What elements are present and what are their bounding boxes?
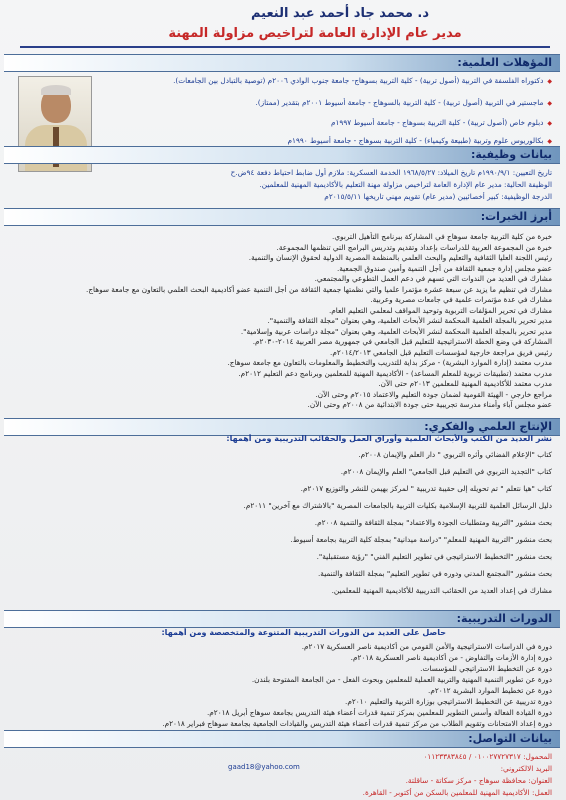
list-item: خبرة من المجموعة العربية للدراسات بإعداد وتقديم وتدريس البرامج التي تنظمها المجموعة.	[276, 242, 552, 252]
list-item: عضو مجلس إدارة جمعية الثقافة من أجل التنمية وأمين صندوق الجمعية.	[336, 263, 552, 273]
contact-heading: بيانات التواصل:	[468, 732, 552, 745]
list-item: بحث منشور "المجتمع المدني ودوره في تطوير التعليم" بمجلة الثقافة والتنمية.	[317, 569, 552, 578]
list-item: دورة عن تخطيط الموارد البشرية ٢٠١٢م.	[428, 686, 552, 695]
qualification-item: ◆ ماجستير في التربية (أصول تربية) - كلية التربية بالسوهاج - جامعة أسيوط ٢٠٠١م بتقدير (ممتاز).	[112, 98, 552, 108]
list-item: دورة في الدراسات الاستراتيجية والأمن القومي من أكاديمية ناصر العسكرية ٢٠١٧م.	[301, 642, 552, 651]
list-item: مدرب معتمد للأكاديمية المهنية للمعلمين ٢٠١٣م حتى الآن.	[378, 379, 552, 388]
contact-work: العمل: الأكاديمية المهنية للمعلمين بالسكن من أكتوبر - القاهرة.	[362, 788, 552, 797]
list-item: مراجع خارجي - الهيئة القومية لضمان جودة التعليم والاعتماد ٢٠١٥م وحتى الآن.	[315, 389, 552, 399]
career-item: تاريخ التعيين: ١٩٩٠/٩/١م تاريخ الميلاد: ١٩٦٨/٥/٢٧ الخدمة العسكرية: ملازم أول ضابط احتياط دفعة ٩٤ض.ح	[230, 168, 552, 177]
list-item: كتاب "هيا نتعلم " تم تحويله إلى حقيبة تدريبية " لمركز بهيمن للنشر والتوزيع ٢٠١٧م.	[300, 484, 552, 493]
research-subtitle: نشر العديد من الكتب والأبحاث العلمية وأوراق العمل والحقائب التدريبية ومن أهمها:	[226, 434, 552, 443]
list-item: دورة القيادة الفعالة وأسس التطوير للمعلمين بمركز تنمية قدرات أعضاء هيئة التدريس بجامعة سوهاج أبريل ٢٠١٨م.	[206, 708, 552, 717]
contact-email[interactable]: gaad18@yahoo.com	[228, 763, 300, 771]
career-item: الوظيفة الحالية: مدير عام الإدارة العامة لتراخيص مزاولة مهنة التعليم بالأكاديمية المهنية للمعلمين.	[259, 180, 552, 189]
list-item: مشارك في تنظيم ما يزيد عن سبعة عشرة مؤتمرا علميا والتي نظمتها جمعية الثقافة من أجل التنمية عضو أكاديمية البحث العلمي بالتعاون مع جامعة سوهاج.	[86, 284, 552, 294]
list-item: بحث منشور "التخطيط الاستراتيجي في تطوير التعليم الفني" "رؤية مستقبلية".	[316, 552, 552, 561]
career-item: الدرجة الوظيفية: كبير أخصائيين (مدير عام) تقويم مهني تاريخها ٢٠١٥/٥/١١م	[324, 192, 552, 201]
list-item: بحث منشور "التربية المهنية للمعلم" "دراسة ميدانية" بمجلة كلية التربية بجامعة أسيوط.	[290, 535, 552, 544]
research-heading: الإنتاج العلمي والفكري:	[424, 420, 552, 433]
list-item: مدير تحرير بالمجلة العلمية المحكمة لنشر الأبحاث العلمية، وهي بعنوان "مجلة الثقافة والتنمية".	[267, 316, 552, 325]
list-item: دورة إعداد الامتحانات وتقويم الطلاب من مركز تنمية قدرات أعضاء هيئة التدريس والقيادات الجامعية بجامعة سوهاج فبراير ٢٠١٨م.	[162, 719, 552, 728]
contact-email-label: البريد الالكتروني:	[500, 764, 552, 773]
qualification-item: ◆ بكالوريوس علوم وتربية (طبيعة وكيمياء) - كلية التربية بسوهاج - جامعة أسيوط ١٩٩٠م	[112, 136, 552, 146]
list-item: المشاركة في وضع الخطة الاستراتيجية للتعليم قبل الجامعي في جمهورية مصر العربية ٢٠١٤-٢٠٣٠م.	[252, 337, 552, 346]
list-item: رئيس فريق مراجعة خارجية لمؤسسات التعليم قبل الجامعي ٢٠١٤/٢٠١٣م.	[330, 347, 552, 357]
list-item: دليل الرسائل العلمية للتربية الإسلامية بكليات التربية بالجامعات المصرية "بالاشتراك مع آخرين" ٢٠١١م.	[243, 501, 552, 510]
list-item: كتاب "التجديد التربوي في التعليم قبل الجامعي" العلم والإيمان ٢٠٠٨م.	[340, 467, 552, 476]
qualification-item: ◆ دبلوم خاص (أصول تربية) - كلية التربية بسوهاج - جامعة أسيوط ١٩٩٧م	[112, 118, 552, 128]
list-item: بحث منشور "التربية ومتطلبات الجودة والاعتماد" بمجلة الثقافة والتنمية ٢٠٠٨م.	[314, 518, 552, 527]
header-divider	[20, 46, 550, 48]
list-item: عضو مجلس آباء وأمناء مدرسة تجريبية حتى جودة الابتدائية من ٢٠٠٨م وحتى الآن.	[307, 400, 552, 409]
list-item: دورة إدارة الأزمات والتفاوض - من أكاديمية ناصر العسكرية ٢٠١٨م.	[350, 653, 552, 662]
experience-bar	[4, 208, 560, 226]
contact-phone: المحمول: ٠١٠٠٢٧٧٢٧٣١٧ / ٠١١٢٣٣٨٣٨٤٥	[423, 752, 552, 761]
list-item: مدرب معتمد (تطبيقات تربوية للمعلم المساعد) - الأكاديمية المهنية للمعلمين وبرنامج دعم التعليم ٢٠١٢م.	[238, 368, 552, 378]
list-item: دورة عن تطوير التنمية المهنية والتربية العملية للمعلمين وبحوث الفعل - من الجامعة المفتوحة بلندن.	[251, 675, 552, 684]
list-item: رئيس اللجنة العليا الثقافية والتعليم والبحث العلمي بالمنظمة المصرية الدولية لحقوق الإنسان والتنمية.	[248, 253, 552, 262]
qualifications-heading: المؤهلات العلمية:	[457, 56, 552, 69]
list-item: مدير تحرير بالمجلة العلمية المحكمة لنشر الأبحاث العلمية، وهي بعنوان "مجلة دراسات عربية وإسلامية".	[240, 326, 552, 336]
person-name: د. محمد جاد أحمد عبد النعيم	[250, 6, 430, 21]
list-item: دورة تدريبية عن التخطيط الاستراتيجي بوزارة التربية والتعليم ٢٠١٠م.	[345, 697, 552, 706]
list-item: مشارك في إعداد العديد من الحقائب التدريبية للأكاديمية المهنية للمعلمين.	[331, 586, 552, 595]
list-item: خبرة من كلية التربية جامعة سوهاج في المشاركة ببرنامج التأهيل التربوي.	[332, 232, 552, 241]
contact-address: العنوان: محافظة سوهاج - مركز سكاتة - ساقلتة.	[405, 776, 552, 785]
training-subtitle: حاصل على العديد من الدورات التدريبية المتنوعة والمتخصصة ومن أهمها:	[161, 628, 446, 637]
qualification-item: ◆ دكتوراه الفلسفة في التربية (أصول تربية) - كلية التربية بسوهاج- جامعة جنوب الوادي ٢٠٠٦م (توصية بالتبادل بين الجامعات).	[112, 76, 552, 86]
list-item: دورة عن التخطيط الاستراتيجي للمؤسسات.	[420, 664, 552, 673]
list-item: مشارك في تحرير المؤلفات التربوية وتوحيد المواقف لمعلمي التعليم العام.	[328, 305, 552, 315]
list-item: مشارك في عدة مؤتمرات علمية في جامعات مصرية وعربية.	[370, 295, 552, 304]
list-item: مشارك في العديد من الندوات التي تسهم في دعم العمل التطوعي والمجتمعي.	[314, 274, 552, 283]
experience-heading: أبرز الخبرات:	[480, 210, 552, 223]
training-heading: الدورات التدريبية:	[456, 612, 552, 625]
person-title: مدير عام الإدارة العامة لتراخيص مزاولة المهنة	[168, 26, 462, 41]
career-heading: بيانات وظيفية:	[470, 148, 552, 161]
list-item: مدرب معتمد (إدارة الموارد البشرية) - مركز بداية للتدريب والتخطيط والمعلومات بالتعاون مع جامعة سوهاج.	[227, 358, 552, 367]
list-item: كتاب "الإعلام الفضائي وأثره التربوي " دار العلم والإيمان ٢٠٠٨م.	[358, 450, 552, 459]
